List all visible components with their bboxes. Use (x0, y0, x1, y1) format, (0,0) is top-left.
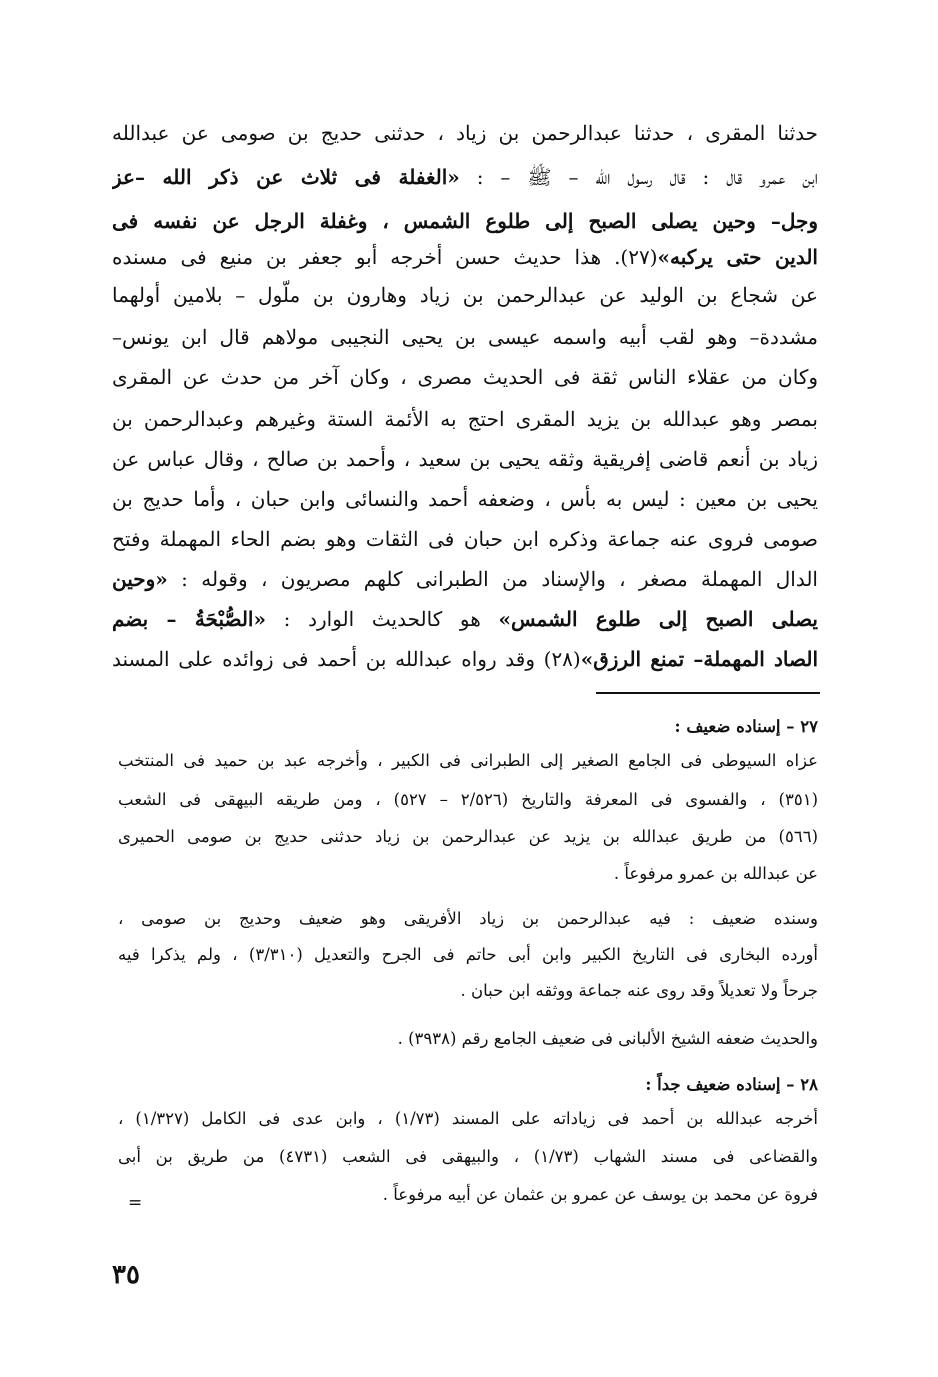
main-line: وجل– وحين يصلى الصبح إلى طلوع الشمس ، وغفلة الرجل عن نفسه فى (112, 209, 818, 233)
continuation-mark: = (128, 1193, 143, 1213)
main-line: بمصر وهو عبدالله بن يزيد المقرى احتج به الأئمة الستة وغيرهم وعبدالرحمن بن (112, 407, 818, 431)
main-line: وكان من عقلاء الناس ثقة فى الحديث مصرى ، وكان آخر من حدث عن المقرى (112, 365, 818, 389)
main-line: زياد بن أنعم قاضى إفريقية وثقه يحيى بن سعيد ، وأحمد بن صالح ، وقال عباس عن (112, 447, 818, 471)
footnote-line: والحديث ضعفه الشيخ الألبانى فى ضعيف الجامع رقم (٣٩٣٨) . (397, 1029, 818, 1048)
footnote-line: عن عبدالله بن عمرو مرفوعاً . (613, 864, 818, 883)
main-line: الصاد المهملة– تمنع الرزق»(٢٨) وقد رواه عبدالله بن أحمد فى زوائده على المسند (112, 647, 818, 671)
footnote-line: أخرجه عبدالله بن أحمد فى زياداته على المسند (١/٧٣) ، وابن عدى فى الكامل (١/٣٢٧) ، (118, 1109, 818, 1128)
footnote-line: وسنده ضعيف : فيه عبدالرحمن بن زياد الأفريقى وهو ضعيف وحديج بن صومى ، (118, 909, 818, 928)
main-line: الدين حتى يركبه»(٢٧). هذا حديث حسن أخرجه أبو جعفر بن منيع فى مسنده (112, 245, 818, 269)
footnote-separator (596, 692, 820, 694)
main-line: حدثنا المقرى ، حدثنا عبدالرحمن بن زياد ، حدثنى حديج بن صومى عن عبدالله (112, 121, 818, 145)
footnote-heading: ٢٨ – إسناده ضعيف جداً : (645, 1075, 818, 1094)
footnote-line: فروة عن محمد بن يوسف عن عمرو بن عثمان عن أبيه مرفوعاً . (382, 1185, 818, 1204)
main-line: الدال المهملة مصغر ، والإسناد من الطبرانى كلهم مصريون ، وقوله : «وحين (112, 567, 818, 591)
footnote-line: (٣٥١) ، والفسوى فى المعرفة والتاريخ (٢/٥٢٦ – ٥٢٧) ، ومن طريقه البيهقى فى الشعب (118, 790, 818, 809)
page-number: ٣٥ (112, 1260, 140, 1290)
main-line: يصلى الصبح إلى طلوع الشمس» هو كالحديث الوارد : «الصُّبْحَةُ – بضم (112, 607, 818, 631)
main-line: ابن عمرو قال : قال رسول الله – ﷺ – : «الغفلة فى ثلاث عن ذكر الله –عز (112, 165, 818, 189)
footnote-line: والقضاعى فى مسند الشهاب (١/٧٣) ، والبيهقى فى الشعب (٤٧٣١) من طريق بن أبى (118, 1147, 818, 1166)
footnote-heading: ٢٧ – إسناده ضعيف : (674, 717, 818, 736)
footnote-line: أورده البخارى فى التاريخ الكبير وابن أبى حاتم فى الجرح والتعديل (٣/٣١٠) ، ولم يذكرا فيه (118, 945, 818, 964)
footnote-line: عزاه السيوطى فى الجامع الصغير إلى الطبرانى فى الكبير ، وأخرجه عبد بن حميد فى المنتخب (118, 751, 818, 770)
footnote-line: (٥٦٦) من طريق عبدالله بن يزيد عن عبدالرحمن بن زياد حدثنى حديج بن صومى الحميرى (118, 827, 818, 846)
footnote-line: جرحاً ولا تعديلاً وقد روى عنه جماعة ووثقه ابن حبان . (460, 981, 818, 1000)
main-line: يحيى بن معين : ليس به بأس ، وضعفه أحمد والنسائى وابن حبان ، وأما حديج بن (112, 487, 818, 511)
main-line: مشددة– وهو لقب أبيه واسمه عيسى بن يحيى النجيبى مولاهم قال ابن يونس– (112, 325, 818, 349)
main-line: صومى فروى عنه جماعة وذكره ابن حبان فى الثقات وهو بضم الحاء المهملة وفتح (112, 527, 818, 551)
main-line: عن شجاع بن الوليد عن عبدالرحمن بن زياد وهارون بن ملّول – بلامين أولهما (112, 283, 818, 307)
